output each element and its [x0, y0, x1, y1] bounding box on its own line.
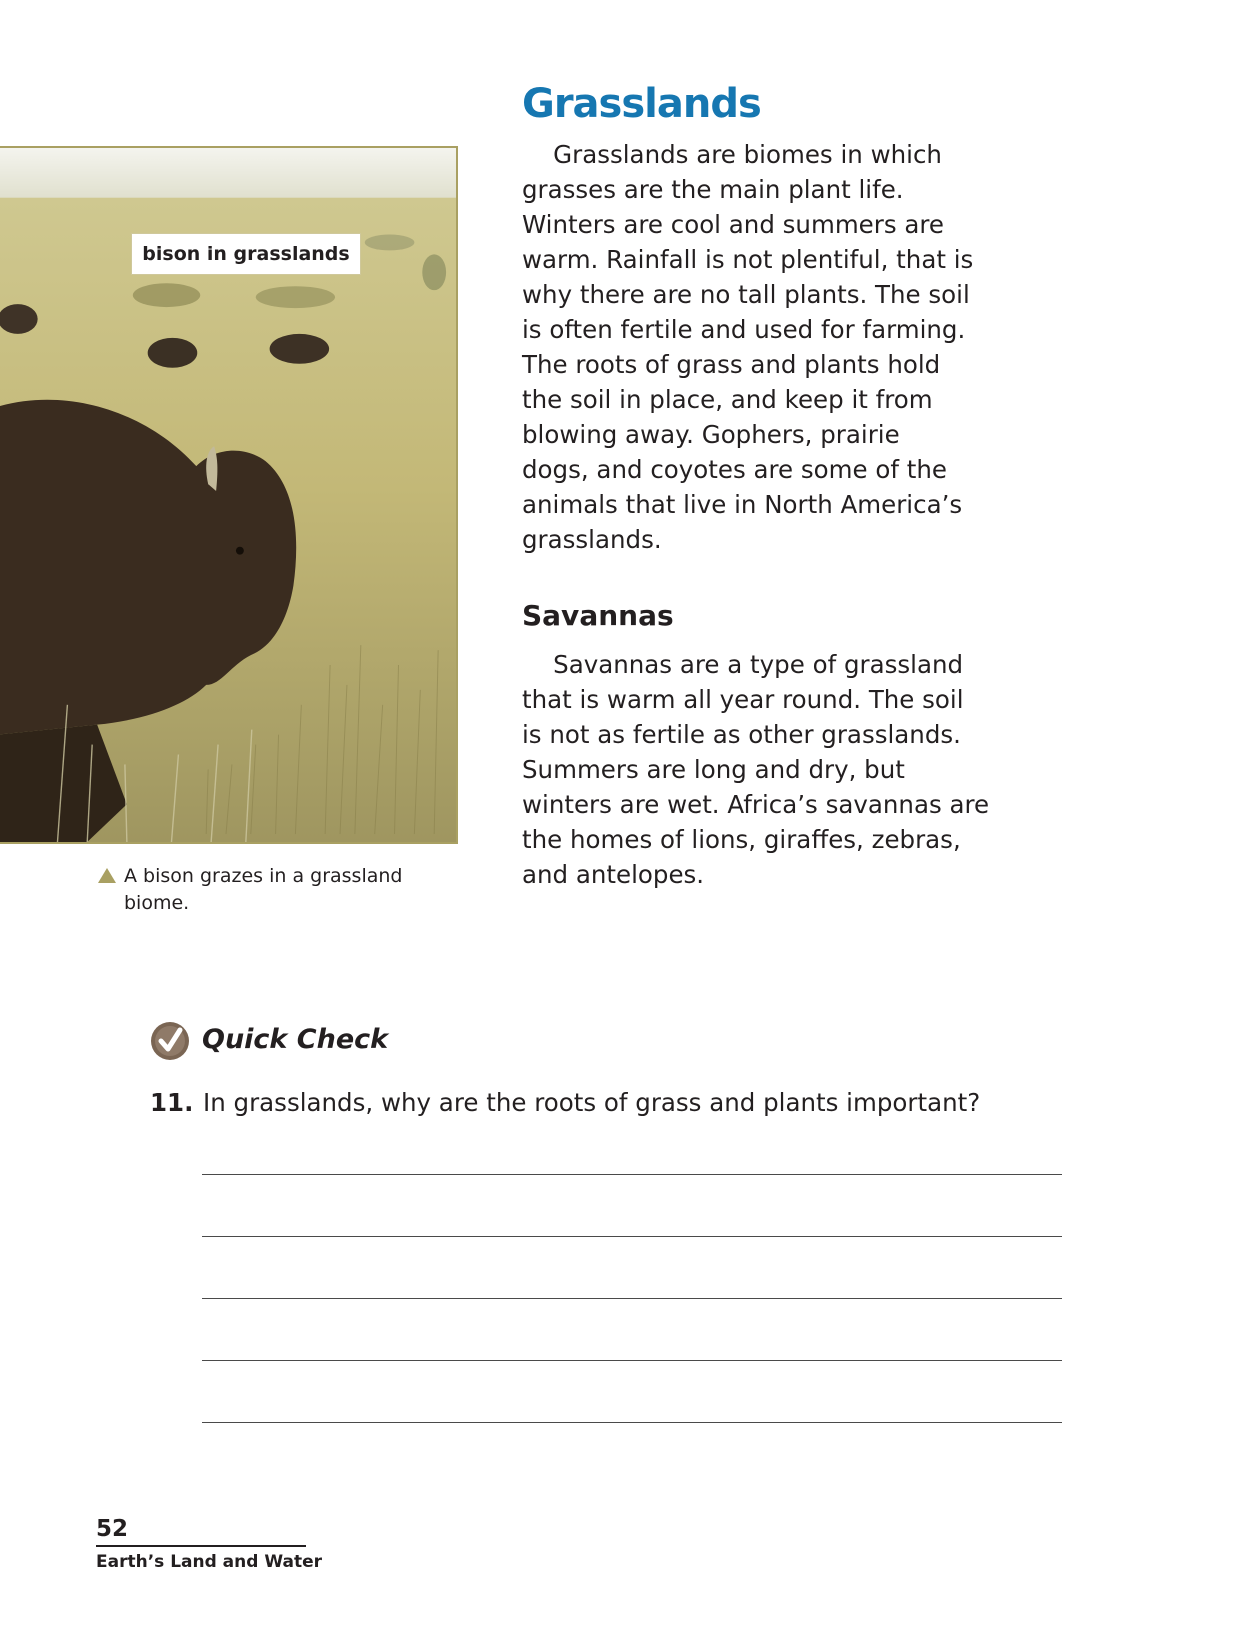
savannas-line: is not as fertile as other grasslands.	[522, 720, 961, 749]
answer-line[interactable]	[202, 1298, 1062, 1299]
grasslands-line: grasses are the main plant life.	[522, 175, 904, 204]
grasslands-line: Winters are cool and summers are	[522, 210, 945, 239]
grasslands-line: why there are no tall plants. The soil	[522, 280, 970, 309]
grasslands-line: animals that live in North America’s	[522, 490, 963, 519]
page-number: 52	[96, 1516, 129, 1542]
savannas-heading: Savannas	[522, 599, 674, 632]
question-number: 11.	[150, 1088, 194, 1117]
grasslands-line: is often fertile and used for farming.	[522, 315, 966, 344]
savannas-line: and antelopes.	[522, 860, 705, 889]
photo-label: bison in grasslands	[131, 233, 361, 275]
book-title: Earth’s Land and Water	[96, 1552, 323, 1572]
savannas-line: winters are wet. Africa’s savannas are	[522, 790, 990, 819]
grasslands-line: warm. Rainfall is not plentiful, that is	[522, 245, 974, 274]
quick-check-title: Quick Check	[202, 1024, 389, 1055]
grasslands-line: dogs, and coyotes are some of the	[522, 455, 947, 484]
photo-caption	[98, 863, 458, 917]
grasslands-line: blowing away. Gophers, prairie	[522, 420, 900, 449]
grasslands-heading: Grasslands	[522, 81, 761, 127]
grasslands-paragraph	[522, 137, 973, 557]
savannas-line: Summers are long and dry, but	[522, 755, 905, 784]
checkmark-icon	[150, 1021, 190, 1061]
question-text: In grasslands, why are the roots of grass and plants important?	[203, 1088, 981, 1117]
savannas-line: the homes of lions, giraffes, zebras,	[522, 825, 961, 854]
answer-line[interactable]	[202, 1236, 1062, 1237]
caption-triangle-icon	[98, 868, 116, 883]
savannas-line: Savannas are a type of grassland	[522, 650, 964, 679]
grasslands-line: grasslands.	[522, 525, 662, 554]
grasslands-line: Grasslands are biomes in which	[522, 140, 942, 169]
caption-text: A bison grazes in a grassland biome.	[124, 865, 403, 914]
answer-line[interactable]	[202, 1422, 1062, 1423]
answer-line[interactable]	[202, 1360, 1062, 1361]
savannas-paragraph	[522, 647, 989, 892]
grasslands-line: the soil in place, and keep it from	[522, 385, 933, 414]
grasslands-line: The roots of grass and plants hold	[522, 350, 941, 379]
savannas-line: that is warm all year round. The soil	[522, 685, 964, 714]
answer-line[interactable]	[202, 1174, 1062, 1175]
footer-divider	[96, 1545, 306, 1547]
